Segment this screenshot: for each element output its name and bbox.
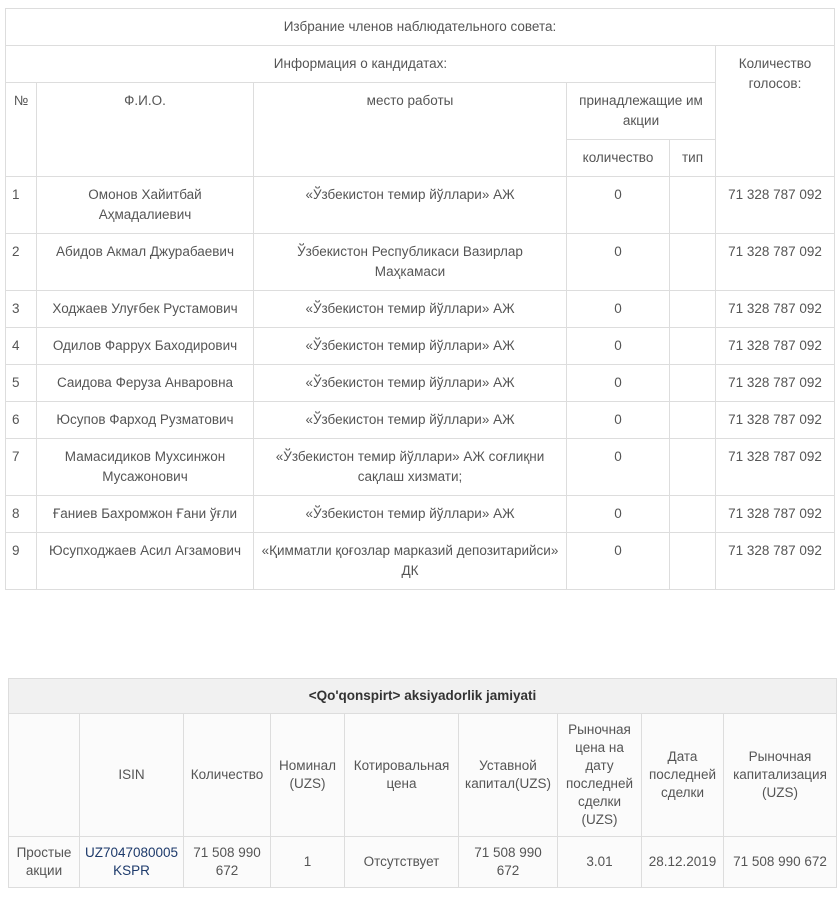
cell-votes: 71 328 787 092 (716, 496, 835, 533)
cell-votes: 71 328 787 092 (716, 291, 835, 328)
column-header (9, 714, 80, 837)
num-header: № (6, 83, 37, 177)
supervisory-board-election-table (5, 8, 835, 590)
cell-n: 9 (6, 533, 37, 590)
cell-n: 2 (6, 234, 37, 291)
cell: 71 508 990 672 (184, 837, 271, 888)
cell-name: Омонов Хайитбай Аҳмадалиевич (37, 177, 254, 234)
cell-work: «Ўзбекистон темир йўллари» АЖ (254, 496, 567, 533)
cell-qty: 0 (567, 533, 670, 590)
column-header: Уставной капитал(UZS) (459, 714, 558, 837)
table-row (6, 533, 835, 590)
cell-qty: 0 (567, 328, 670, 365)
cell-work: «Ўзбекистон темир йўллари» АЖ (254, 291, 567, 328)
column-header: Котировальная цена (345, 714, 459, 837)
cell-work: «Ўзбекистон темир йўллари» АЖ (254, 365, 567, 402)
cell-name: Мамасидиков Мухсинжон Мусажонович (37, 439, 254, 496)
table-row (6, 177, 835, 234)
cell-n: 3 (6, 291, 37, 328)
cell-qty: 0 (567, 439, 670, 496)
column-header: Дата последней сделки (642, 714, 724, 837)
cell-type (670, 439, 716, 496)
table-row (6, 496, 835, 533)
table-row (6, 328, 835, 365)
cell: 28.12.2019 (642, 837, 724, 888)
column-header: Рыночная капитализация (UZS) (724, 714, 837, 837)
cell-n: 1 (6, 177, 37, 234)
cell-work: «Ўзбекистон темир йўллари» АЖ (254, 177, 567, 234)
isin-link[interactable]: UZ7047080005 KSPR (84, 845, 179, 878)
cell-qty: 0 (567, 177, 670, 234)
table-row (6, 365, 835, 402)
table-row (6, 291, 835, 328)
cell-type (670, 177, 716, 234)
cell-qty: 0 (567, 291, 670, 328)
type-header: тип (670, 140, 716, 177)
table-title: Избрание членов наблюдательного совета: (6, 9, 835, 46)
table-row (6, 402, 835, 439)
cell-votes: 71 328 787 092 (716, 328, 835, 365)
company-shares-table (8, 678, 837, 888)
shares-header: принадлежащие им акции (567, 83, 716, 140)
cell-name: Саидова Феруза Анваровна (37, 365, 254, 402)
cell-qty: 0 (567, 402, 670, 439)
cell-name: Юсупходжаев Асил Агзамович (37, 533, 254, 590)
cell-work: Ўзбекистон Республикаси Вазирлар Маҳкамаси (254, 234, 567, 291)
column-header: ISIN (80, 714, 184, 837)
cell-qty: 0 (567, 365, 670, 402)
cell-votes: 71 328 787 092 (716, 177, 835, 234)
cell-type (670, 234, 716, 291)
qty-header: количество (567, 140, 670, 177)
cell: 71 508 990 672 (459, 837, 558, 888)
cell-type (670, 402, 716, 439)
cell-qty: 0 (567, 234, 670, 291)
cell-n: 4 (6, 328, 37, 365)
cell-votes: 71 328 787 092 (716, 402, 835, 439)
cell-name: Ғаниев Бахромжон Ғани ўғли (37, 496, 254, 533)
cell-work: «Ўзбекистон темир йўллари» АЖ (254, 328, 567, 365)
cell-type (670, 328, 716, 365)
cell-name: Ходжаев Улуғбек Рустамович (37, 291, 254, 328)
table-row (6, 439, 835, 496)
table-row (6, 234, 835, 291)
cell-work: «Ўзбекистон темир йўллари» АЖ (254, 402, 567, 439)
cell-type (670, 291, 716, 328)
name-header: Ф.И.О. (37, 83, 254, 177)
cell-votes: 71 328 787 092 (716, 365, 835, 402)
cell: 71 508 990 672 (724, 837, 837, 888)
column-header: Количество (184, 714, 271, 837)
cell-type (670, 533, 716, 590)
cell: Простые акции (9, 837, 80, 888)
cell-n: 7 (6, 439, 37, 496)
cell-n: 8 (6, 496, 37, 533)
cell-type (670, 496, 716, 533)
votes-header: Количество голосов: (716, 46, 835, 177)
cell-votes: 71 328 787 092 (716, 439, 835, 496)
cell-n: 5 (6, 365, 37, 402)
cell-name: Одилов Фаррух Баходирович (37, 328, 254, 365)
cell-work: «Қимматли қоғозлар марказий депозитарийси» ДК (254, 533, 567, 590)
cell-n: 6 (6, 402, 37, 439)
work-header: место работы (254, 83, 567, 177)
cell: 3.01 (558, 837, 642, 888)
column-header: Номинал (UZS) (271, 714, 345, 837)
cell-qty: 0 (567, 496, 670, 533)
cell: 1 (271, 837, 345, 888)
cell (80, 837, 184, 888)
cell-votes: 71 328 787 092 (716, 234, 835, 291)
cell-votes: 71 328 787 092 (716, 533, 835, 590)
column-header: Рыночная цена на дату последней сделки (UZS) (558, 714, 642, 837)
candidates-info-header: Информация о кандидатах: (6, 46, 716, 83)
cell-name: Юсупов Фарход Рузматович (37, 402, 254, 439)
cell: Отсутствует (345, 837, 459, 888)
cell-type (670, 365, 716, 402)
cell-work: «Ўзбекистон темир йўллари» АЖ соғлиқни сақлаш хизмати; (254, 439, 567, 496)
cell-name: Абидов Акмал Джурабаевич (37, 234, 254, 291)
company-title: <Qo'qonspirt> aksiyadorlik jamiyati (9, 679, 837, 714)
